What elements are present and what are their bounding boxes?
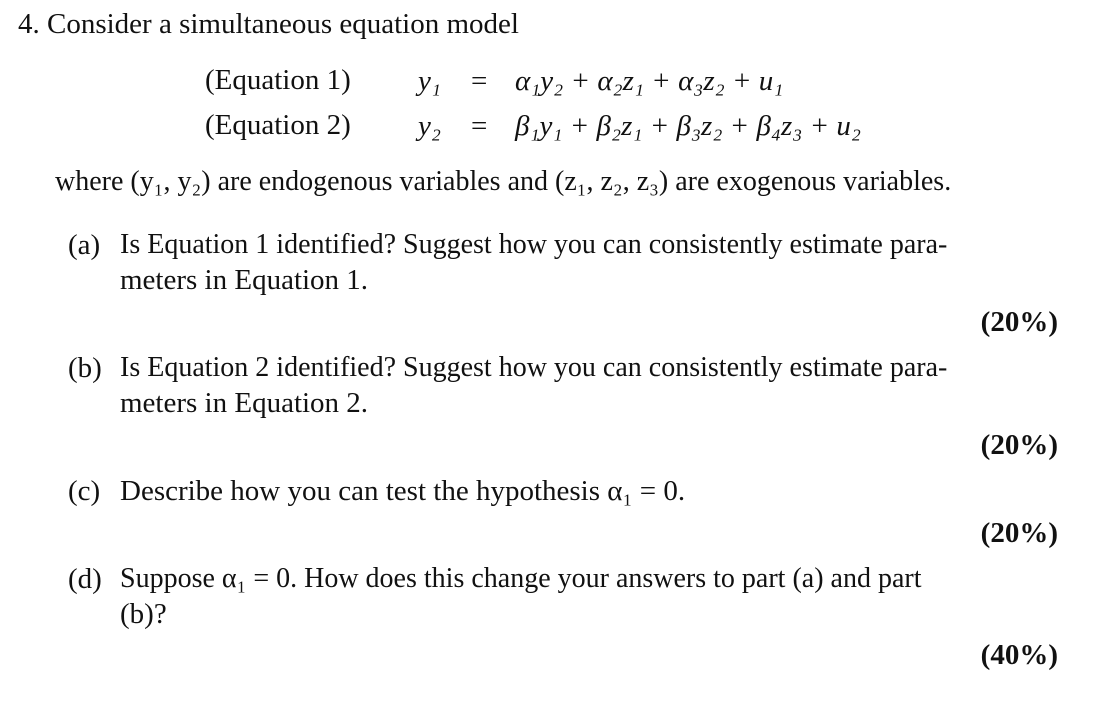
- part-c-weight: (20%): [980, 517, 1058, 549]
- equation-1-label: (Equation 1): [205, 64, 351, 96]
- part-c-line1: Describe how you can test the hypothesis α₁ = 0.: [120, 475, 686, 507]
- part-a-line1: Is Equation 1 identified? Suggest how you can consistently estimate para-: [120, 229, 948, 260]
- part-b-letter: (b): [68, 352, 102, 384]
- part-b-line1: Is Equation 2 identified? Suggest how you can consistently estimate para-: [120, 352, 948, 383]
- part-a-weight: (20%): [980, 306, 1058, 338]
- part-a-letter: (a): [68, 229, 101, 261]
- equation-2-equals: =: [471, 110, 488, 142]
- part-d-weight: (40%): [980, 639, 1058, 671]
- equation-1-lhs: y₁: [418, 65, 441, 97]
- question-number: 4.: [18, 8, 40, 40]
- variables-description: where (y₁, y₂) are endogenous variables and (z₁, z₂, z₃) are exogenous variables.: [55, 166, 952, 197]
- part-b-line2: meters in Equation 2.: [120, 387, 369, 419]
- part-d-letter: (d): [68, 563, 102, 595]
- equation-2-lhs: y₂: [418, 110, 441, 142]
- part-c-letter: (c): [68, 475, 101, 507]
- question-intro: Consider a simultaneous equation model: [47, 8, 519, 40]
- part-d-line1: Suppose α₁ = 0. How does this change your answers to part (a) and part: [120, 563, 922, 594]
- equation-2-rhs: β₁y₁ + β₂z₁ + β₃z₂ + β₄z₃ + u₂: [515, 110, 862, 142]
- part-b-weight: (20%): [980, 429, 1058, 461]
- equation-1-rhs: α₁y₂ + α₂z₁ + α₃z₂ + u₁: [515, 65, 784, 97]
- part-d-line2: (b)?: [120, 598, 167, 630]
- question-heading: [18, 10, 519, 39]
- part-a-line2: meters in Equation 1.: [120, 264, 369, 296]
- equation-2-label: (Equation 2): [205, 109, 351, 141]
- equation-1-equals: =: [471, 65, 488, 97]
